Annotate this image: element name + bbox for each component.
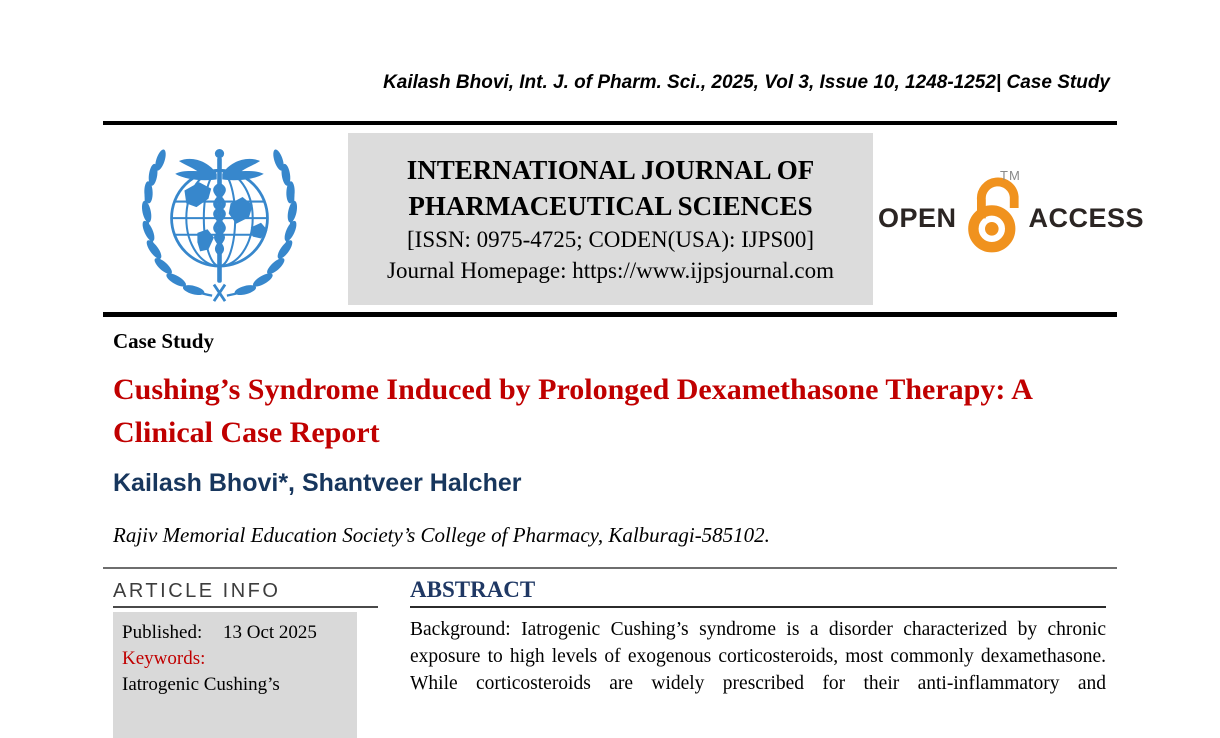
article-title-line-2: Clinical Case Report [113, 416, 380, 449]
article-title [113, 368, 1118, 454]
section-divider-rule [103, 567, 1117, 569]
open-lock-icon [963, 175, 1027, 257]
journal-logo [127, 137, 312, 303]
abstract-heading: ABSTRACT [410, 577, 536, 602]
published-row [122, 620, 348, 646]
open-access-logo [878, 172, 1145, 264]
top-rule [103, 121, 1117, 125]
abstract-line: While corticosteroids are widely prescribed for their anti-inflammatory and [410, 673, 1106, 694]
article-title-line-1: Cushing’s Syndrome Induced by Prolonged Dexamethasone Therapy: A [113, 373, 1033, 406]
journal-title-box [348, 133, 873, 305]
published-value: 13 Oct 2025 [222, 622, 317, 643]
abstract-line: Background: Iatrogenic Cushing’s syndrome is a disorder characterized by chronic [410, 619, 1106, 640]
published-label: Published: [122, 622, 203, 643]
journal-title-line1: INTERNATIONAL JOURNAL OF [406, 155, 815, 185]
abstract-underline [410, 606, 1106, 608]
issn-coden-line: [ISSN: 0975-4725; CODEN(USA): IJPS00] [407, 227, 814, 252]
header-rule [103, 312, 1117, 317]
page-citation: Kailash Bhovi, Int. J. of Pharm. Sci., 2025, Vol 3, Issue 10, 1248-1252| Case Study [383, 72, 1110, 93]
open-access-access-label: ACCESS [1028, 202, 1145, 233]
abstract-paragraph [410, 616, 1106, 697]
keyword-item: Iatrogenic Cushing’s [122, 674, 280, 695]
globe-caduceus-icon [127, 137, 312, 303]
open-access-open-label: OPEN [878, 202, 957, 233]
authors-line: Kailash Bhovi*, Shantveer Halcher [113, 469, 522, 497]
article-info-heading: ARTICLE INFO [113, 580, 281, 602]
affiliation-line: Rajiv Memorial Education Society’s College of Pharmacy, Kalburagi-585102. [113, 523, 770, 547]
journal-title-line2: PHARMACEUTICAL SCIENCES [408, 191, 813, 221]
article-info-underline [113, 606, 378, 608]
article-info-box [113, 612, 357, 738]
trademark-label: TM [1000, 168, 1021, 183]
keywords-label: Keywords: [122, 648, 206, 669]
journal-homepage-line: Journal Homepage: https://www.ijpsjournal.com [387, 258, 834, 283]
article-type-label: Case Study [113, 329, 214, 353]
abstract-line: exposure to high levels of exogenous corticosteroids, most commonly dexamethasone. [410, 646, 1106, 667]
